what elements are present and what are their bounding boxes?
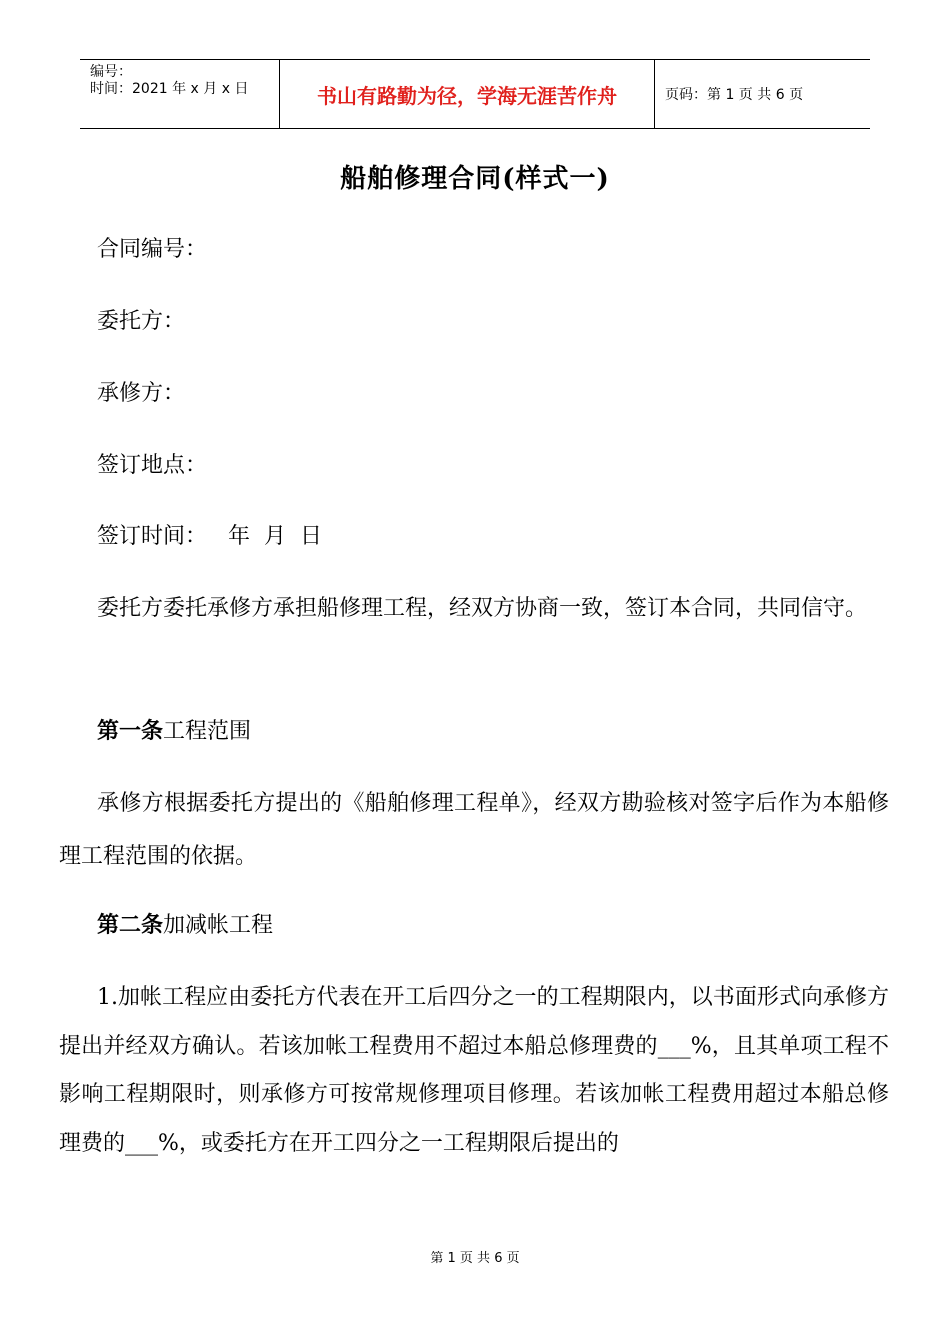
article-2-text: 1.加帐工程应由委托方代表在开工后四分之一的工程期限内，以书面形式向承修方提出并经双方确认。若该加帐工程费用不超过本船总修理费的___%，且其单项工程不影响工程期限时，则承修方可按常规修理项目修理。若该加帐工程费用超过本船总修理费的___%，或委托方在开工四分之一工程期限后提出的 [59, 985, 889, 1156]
article-2-number: 第二条 [97, 912, 164, 938]
field-date: 签订时间： 年 月 日 [97, 524, 322, 549]
document-title: 船舶修理合同(样式一) [340, 164, 610, 194]
header-page-info: 页码：第 1 页 共 6 页 [665, 87, 804, 103]
doc-number-label: 编号： [90, 64, 132, 80]
article-1-heading [97, 717, 251, 746]
article-1-number: 第一条 [97, 718, 164, 744]
field-client: 委托方： [97, 309, 186, 334]
article-2-title: 加减帐工程 [163, 913, 274, 938]
intro-paragraph: 委托方委托承修方承担船修理工程，经双方协商一致，签订本合同，共同信守。 [97, 596, 868, 621]
header-motto: 书山有路勤为径，学海无涯苦作舟 [280, 60, 655, 128]
field-place: 签订地点： [97, 453, 208, 478]
page-footer: 第 1 页 共 6 页 [430, 1251, 520, 1266]
header-meta [80, 60, 280, 128]
article-2-heading [97, 911, 273, 940]
doc-time-label: 时间：2021 年 x 月 x 日 [90, 81, 249, 97]
article-1-text: 承修方根据委托方提出的《船舶修理工程单》，经双方勘验核对签字后作为本船修理工程范围的依据。 [59, 791, 889, 869]
field-contractor: 承修方： [97, 381, 186, 406]
page-header [80, 59, 870, 129]
field-contract-no: 合同编号： [97, 237, 208, 262]
article-1-title: 工程范围 [163, 719, 252, 744]
